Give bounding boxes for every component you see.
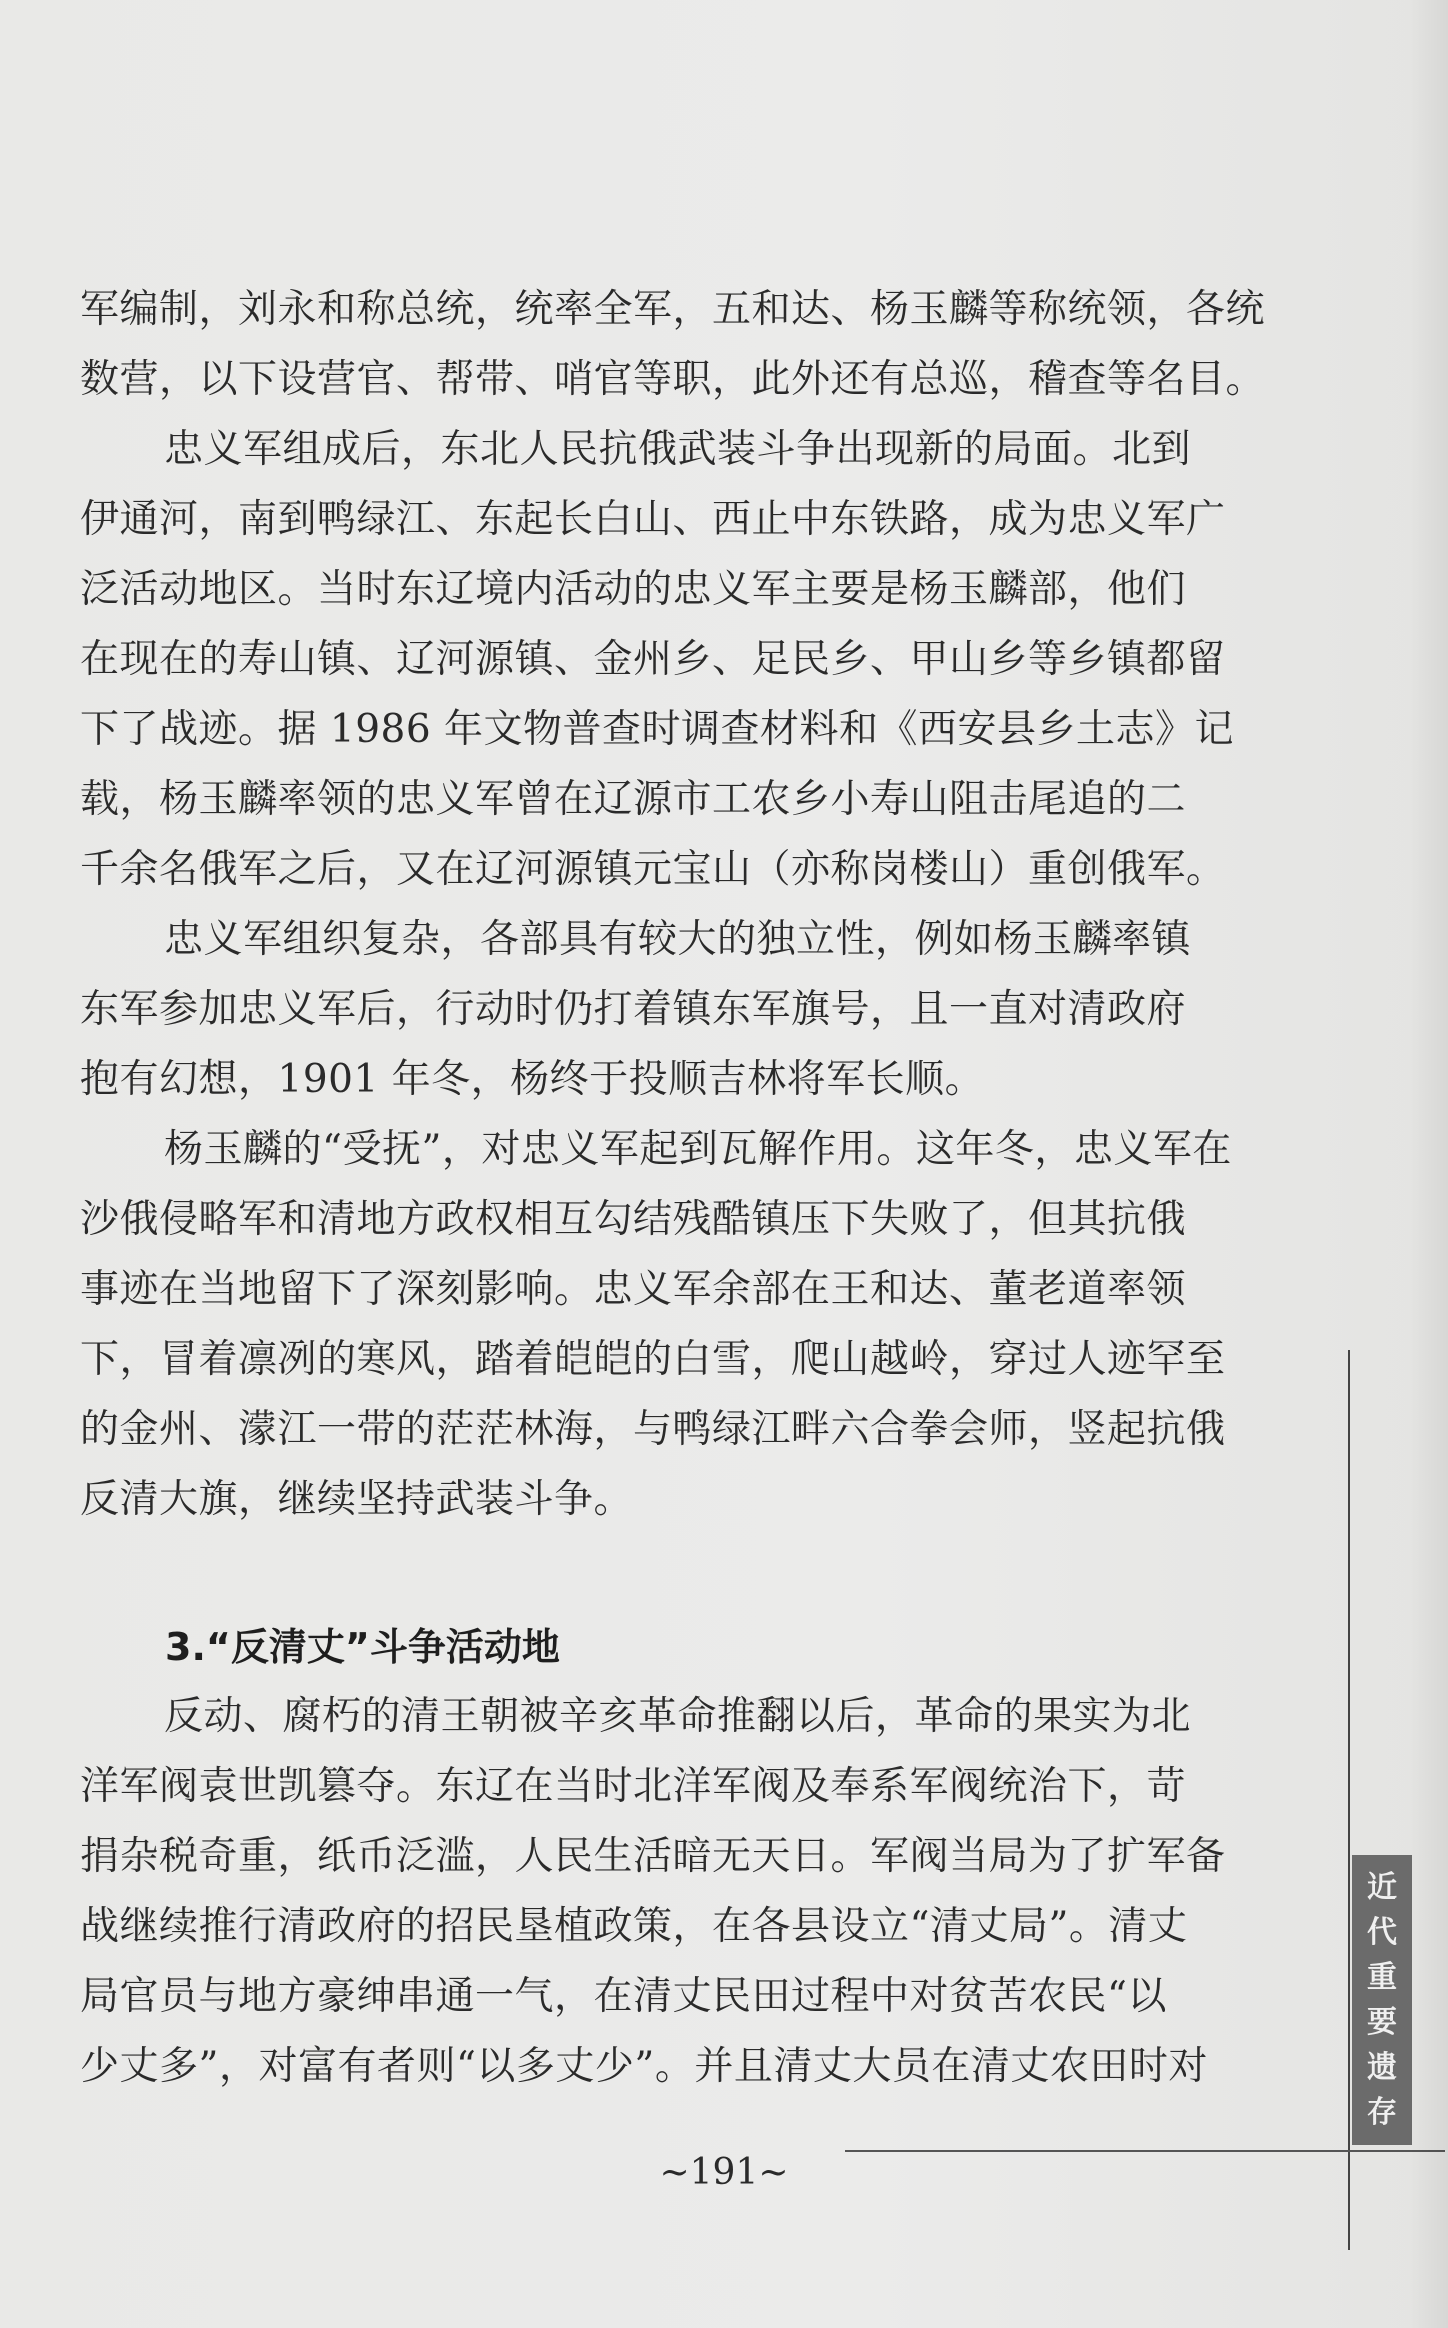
- text-line: 载，杨玉麟率领的忠义军曾在辽源市工农乡小寿山阻击尾追的二: [80, 777, 1187, 822]
- text-line: 军编制，刘永和称总统，统率全军，五和达、杨玉麟等称统领，各统: [80, 287, 1266, 332]
- text-line: 下，冒着凛冽的寒风，踏着皑皑的白雪，爬山越岭，穿过人迹罕至: [80, 1337, 1226, 1382]
- side-tab-char: 代: [1367, 1914, 1397, 1950]
- text-line: 抱有幻想，1901 年冬，杨终于投顺吉林将军长顺。: [80, 1057, 985, 1102]
- text-line: 泛活动地区。当时东辽境内活动的忠义军主要是杨玉麟部，他们: [80, 567, 1187, 612]
- text-line: 局官员与地方豪绅串通一气，在清丈民田过程中对贫苦农民“以: [80, 1974, 1167, 2019]
- text-line: 数营，以下设营官、帮带、哨官等职，此外还有总巡，稽查等名目。: [80, 357, 1266, 402]
- text-line: 反清大旗，继续坚持武装斗争。: [80, 1477, 634, 1522]
- side-vertical-rule: [1348, 1350, 1350, 2250]
- side-tab-char: 遗: [1367, 2049, 1397, 2085]
- text-line: 事迹在当地留下了深刻影响。忠义军余部在王和达、董老道率领: [80, 1267, 1187, 1312]
- text-line: 下了战迹。据 1986 年文物普查时调查材料和《西安县乡土志》记: [80, 707, 1235, 752]
- text-line: 千余名俄军之后，又在辽河源镇元宝山（亦称岗楼山）重创俄军。: [80, 847, 1226, 892]
- text-line: 东军参加忠义军后，行动时仍打着镇东军旗号，且一直对清政府: [80, 987, 1187, 1032]
- text-line: 沙俄侵略军和清地方政权相互勾结残酷镇压下失败了，但其抗俄: [80, 1197, 1187, 1242]
- text-line: 伊通河，南到鸭绿江、东起长白山、西止中东铁路，成为忠义军广: [80, 497, 1226, 542]
- text-line: 忠义军组织复杂，各部具有较大的独立性，例如杨玉麟率镇: [164, 917, 1192, 962]
- body-text-bottom: [80, 1682, 1285, 2102]
- chapter-side-tab: [1352, 1855, 1412, 2145]
- page-edge-shadow: [1408, 0, 1448, 2328]
- side-tab-char: 近: [1367, 1869, 1397, 1905]
- text-line: 反动、腐朽的清王朝被辛亥革命推翻以后，革命的果实为北: [164, 1694, 1192, 1739]
- section-heading: 3.“反清丈”斗争活动地: [165, 1625, 560, 1669]
- text-line: 忠义军组成后，东北人民抗俄武装斗争出现新的局面。北到: [164, 427, 1192, 472]
- text-line: 捐杂税奇重，纸币泛滥，人民生活暗无天日。军阀当局为了扩军备: [80, 1834, 1226, 1879]
- text-line: 洋军阀袁世凯篡夺。东辽在当时北洋军阀及奉系军阀统治下，苛: [80, 1764, 1187, 1809]
- text-line: 战继续推行清政府的招民垦植政策，在各县设立“清丈局”。清丈: [80, 1904, 1188, 1949]
- side-tab-char: 要: [1367, 2004, 1397, 2040]
- text-line: 的金州、濛江一带的茫茫林海，与鸭绿江畔六合拳会师，竖起抗俄: [80, 1407, 1226, 1452]
- side-tab-char: 存: [1367, 2094, 1397, 2130]
- text-line: 少丈多”，对富有者则“以多丈少”。并且清丈大员在清丈农田时对: [80, 2044, 1208, 2089]
- body-text-top: [80, 275, 1285, 1535]
- text-line: 在现在的寿山镇、辽河源镇、金州乡、足民乡、甲山乡等乡镇都留: [80, 637, 1226, 682]
- page-number: ~191~: [659, 2152, 789, 2193]
- text-line: 杨玉麟的“受抚”，对忠义军起到瓦解作用。这年冬，忠义军在: [164, 1127, 1232, 1172]
- side-tab-char: 重: [1367, 1959, 1397, 1995]
